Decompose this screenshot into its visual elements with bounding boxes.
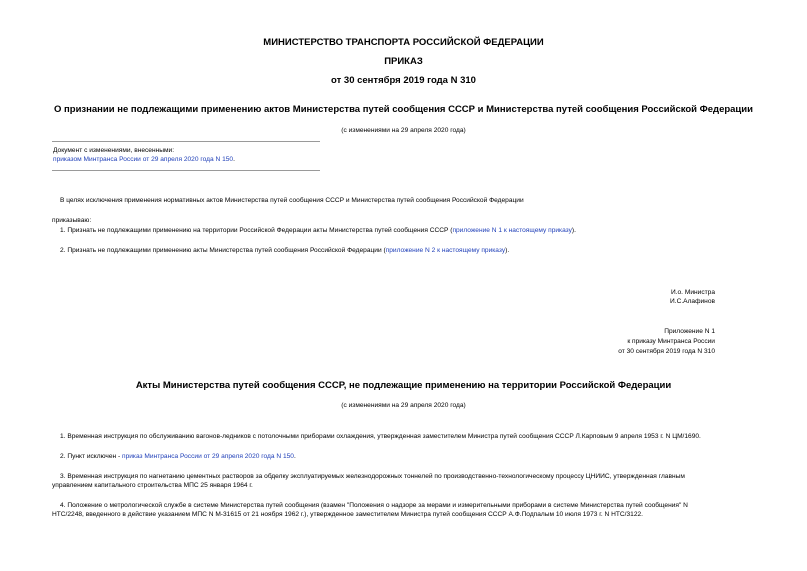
appendix-ref-line3: от 30 сентября 2019 года N 310 xyxy=(618,348,715,355)
appendix-title: Акты Министерства путей сообщения СССР, не подлежащие применению на территории Российской Федерации xyxy=(135,380,672,391)
preamble-text: В целях исключения применения нормативных актов Министерства путей сообщения СССР и Министерства путей сообщения Российской Федерации xyxy=(60,197,524,204)
appendix-item-1: 1. Временная инструкция по обслуживанию вагонов-ледников с потолочными приборами охлаждения, утвержденная заместителем Министра путей сообщения СССР Л.Карповым 9 апреля 1953 г. N ЦМ/1690. xyxy=(60,433,701,440)
changes-box-top-rule xyxy=(52,141,320,142)
appendix-item-2: 2. Пункт исключен - приказ Минтранса России от 29 апреля 2020 года N 150. xyxy=(60,453,296,460)
appendix-item-4-line2: НТС/2248, введенного в действие указанием МПС N М-31615 от 21 ноября 1962 г.), утвержденное заместителем Министра путей сообщения СССР А.Ф.Подпалым 10 июля 1973 г. N НТС/3122. xyxy=(52,511,644,518)
appendix-item-3-line2: управлением капитального строительства МПС 25 января 1964 г. xyxy=(52,482,253,489)
amended-note: (с изменениями на 29 апреля 2020 года) xyxy=(341,127,466,134)
appendix-item-4-line1: 4. Положение о метрологической службе в системе Министерства путей сообщения (взамен "Положения о надзоре за мерами и измерительными приборами в системе Министерства путей сообщения" N xyxy=(60,502,688,509)
appendix-2-link[interactable]: приложение N 2 к настоящему приказу xyxy=(385,247,506,254)
doc-type-heading: ПРИКАЗ xyxy=(384,56,423,67)
changes-order-link[interactable]: приказом Минтранса России от 29 апреля 2020 года N 150 xyxy=(53,156,234,163)
appendix-ref-line2: к приказу Минтранса России xyxy=(627,338,715,345)
signature-name: И.С.Алафинов xyxy=(670,298,715,305)
changes-box-link-line: приказом Минтранса России от 29 апреля 2020 года N 150. xyxy=(53,156,235,163)
signature-position: И.о. Министра xyxy=(670,289,715,296)
doc-title: О признании не подлежащими применению актов Министерства путей сообщения СССР и Министерства путей сообщения Российской Федерации xyxy=(54,104,753,115)
appendix-ref-line1: Приложение N 1 xyxy=(664,328,715,335)
changes-box-bottom-rule xyxy=(52,170,320,171)
appendix-1-link[interactable]: приложение N 1 к настоящему приказу xyxy=(452,227,572,234)
appendix-item-3-line1: 3. Временная инструкция по нагнетанию цементных растворов за обделку эксплуатируемых железнодорожных тоннелей по производственно-технологическому процессу ЦНИИС, утвержденная главным xyxy=(60,473,685,480)
ministry-heading: МИНИСТЕРСТВО ТРАНСПОРТА РОССИЙСКОЙ ФЕДЕРАЦИИ xyxy=(263,37,544,48)
changes-box-label: Документ с изменениями, внесенными: xyxy=(53,147,175,154)
order-item-1: 1. Признать не подлежащими применению на территории Российской Федерации акты Министерства путей сообщения СССР (приложение N 1 к настоящему приказу). xyxy=(60,227,576,234)
order-item-2: 2. Признать не подлежащими применению акты Министерства путей сообщения Российской Федерации (приложение N 2 к настоящему приказу). xyxy=(60,247,510,254)
appendix-amended-note: (с изменениями на 29 апреля 2020 года) xyxy=(341,402,466,409)
orders-text: приказываю: xyxy=(52,217,92,224)
amending-order-link[interactable]: приказ Минтранса России от 29 апреля 2020 года N 150 xyxy=(122,453,294,460)
doc-date-number: от 30 сентября 2019 года N 310 xyxy=(331,75,476,86)
